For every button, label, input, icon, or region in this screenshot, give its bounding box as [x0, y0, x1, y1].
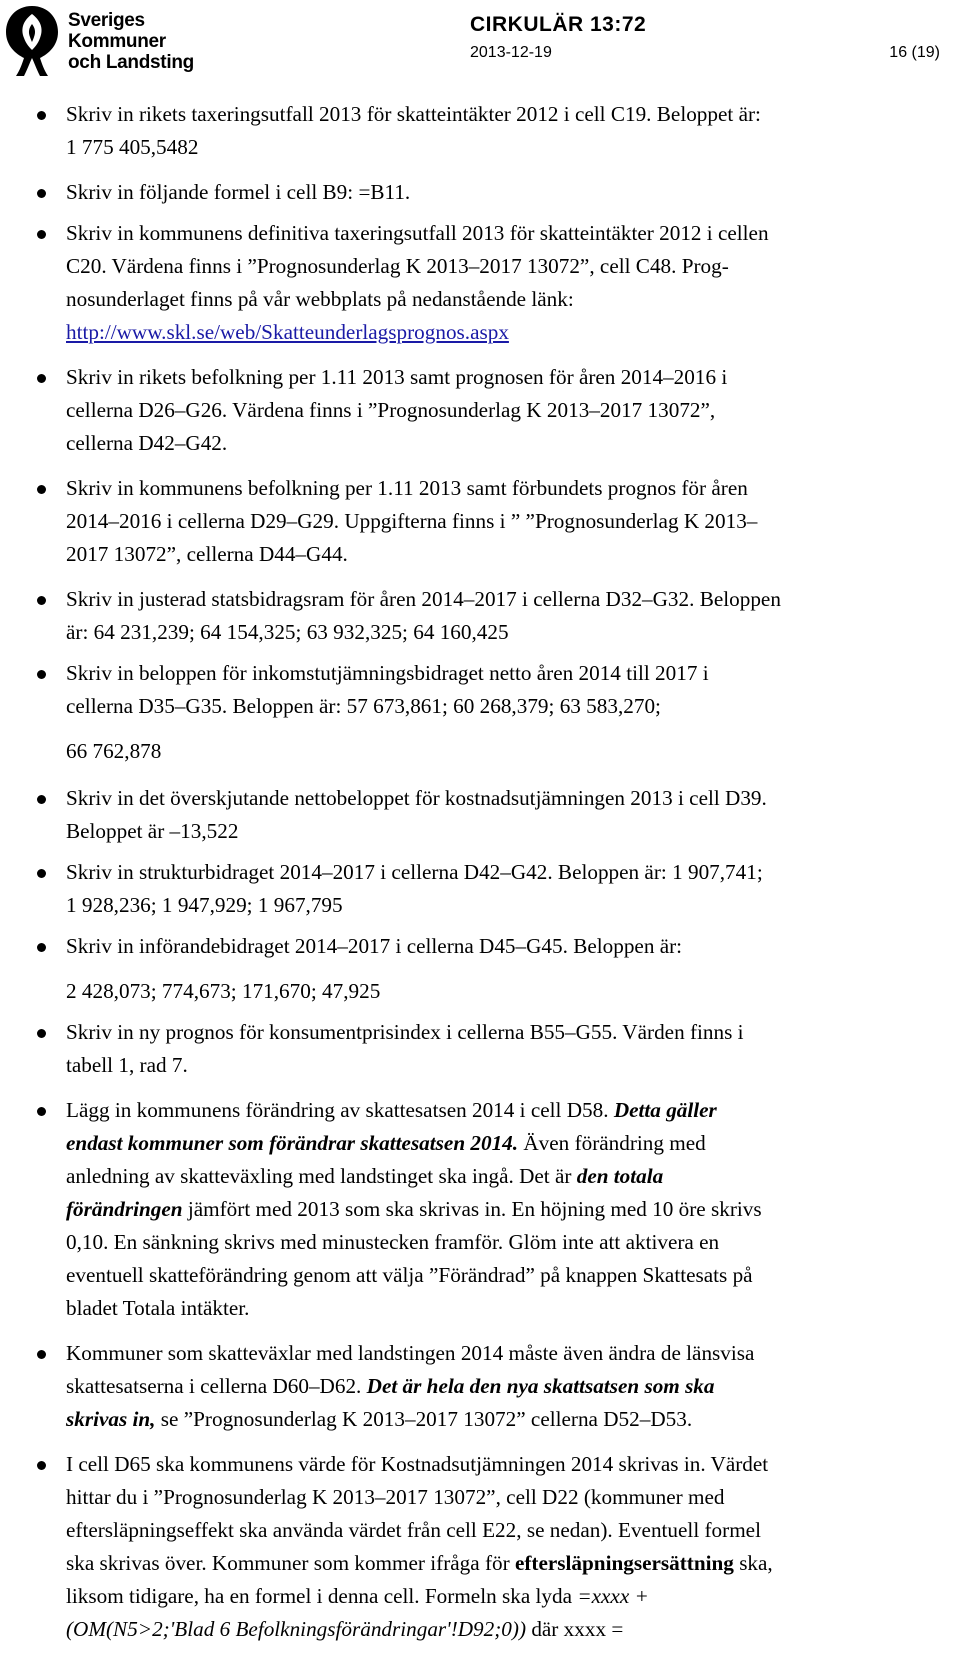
list-item: [0, 98, 960, 164]
bullet-icon: [37, 1350, 46, 1359]
item-text: Beloppet är –13,522: [66, 819, 239, 843]
item-text: Skriv in ny prognos för konsumentprisindex i cellerna B55–G55. Värden finns i: [66, 1020, 744, 1044]
item-text: hittar du i ”Prognosunderlag K 2013–2017 13072”, cell D22 (kommuner med: [66, 1485, 725, 1509]
page-header: [0, 0, 960, 95]
document-body: [0, 98, 960, 1646]
item-continuation: 66 762,878: [66, 739, 162, 763]
organization-name: [68, 10, 194, 73]
list-item: [0, 583, 960, 649]
item-text: 2014–2016 i cellerna D29–G29. Uppgifterna finns i ” ”Prognosunderlag K 2013–: [66, 509, 758, 533]
bullet-icon: [37, 485, 46, 494]
list-item: [0, 176, 960, 209]
bullet-icon: [37, 943, 46, 952]
list-item: [0, 856, 960, 922]
item-text: Skriv in rikets befolkning per 1.11 2013 samt prognosen för åren 2014–2016 i: [66, 365, 728, 389]
item-text: Även förändring med: [518, 1131, 706, 1155]
bullet-icon: [37, 869, 46, 878]
document-date: 2013-12-19: [470, 44, 552, 61]
item-text: 0,10. En sänkning skrivs med minustecken framför. Glöm inte att aktivera en: [66, 1230, 720, 1254]
item-text: anledning av skatteväxling med landstinget ska ingå. Det är: [66, 1164, 577, 1188]
org-line-3: och Landsting: [68, 52, 194, 73]
emphasis-text: eftersläpningsersättning: [514, 1551, 734, 1575]
item-text: Skriv in rikets taxeringsutfall 2013 för skatteintäkter 2012 i cell C19. Beloppet är:: [66, 102, 761, 126]
emphasis-text: Detta gäller: [613, 1098, 717, 1122]
emphasis-text: den totala: [576, 1164, 664, 1188]
formula-text: (OM(N5>2;'Blad 6 Befolkningsförändringar'!D92;0)): [66, 1617, 527, 1641]
list-item: [0, 657, 960, 723]
item-text: är: 64 231,239; 64 154,325; 63 932,325; 64 160,425: [66, 620, 509, 644]
item-text: Skriv in kommunens definitiva taxeringsutfall 2013 för skatteintäkter 2012 i cellen: [66, 221, 769, 245]
item-text: där xxxx =: [526, 1617, 624, 1641]
item-continuation: 2 428,073; 774,673; 171,670; 47,925: [66, 979, 381, 1003]
item-text: nosunderlaget finns på vår webbplats på nedanstående länk:: [66, 287, 574, 311]
bullet-icon: [37, 1461, 46, 1470]
item-text: Skriv in beloppen för inkomstutjämningsbidraget netto åren 2014 till 2017 i: [66, 661, 709, 685]
item-text: tabell 1, rad 7.: [66, 1053, 188, 1077]
bullet-icon: [37, 230, 46, 239]
list-item: [0, 1337, 960, 1436]
item-text: 1 928,236; 1 947,929; 1 967,795: [66, 893, 343, 917]
bullet-icon: [37, 1107, 46, 1116]
item-text: ska skrivas över. Kommuner som kommer ifråga för: [66, 1551, 515, 1575]
list-item: [0, 217, 960, 349]
item-text: Skriv in justerad statsbidragsram för åren 2014–2017 i cellerna D32–G32. Beloppen: [66, 587, 781, 611]
item-text: I cell D65 ska kommunens värde för Kostnadsutjämningen 2014 skrivas in. Värdet: [66, 1452, 769, 1476]
document-title: CIRKULÄR 13:72: [470, 13, 647, 36]
org-line-1: Sveriges: [68, 10, 145, 31]
bullet-icon: [37, 1029, 46, 1038]
item-text: cellerna D35–G35. Beloppen är: 57 673,861; 60 268,379; 63 583,270;: [66, 694, 661, 718]
bullet-icon: [37, 111, 46, 120]
item-text: eventuell skatteförändring genom att välja ”Förändrad” på knappen Skattesats på: [66, 1263, 753, 1287]
item-text: 2017 13072”, cellerna D44–G44.: [66, 542, 348, 566]
org-line-2: Kommuner: [68, 31, 166, 52]
item-text: cellerna D26–G26. Värdena finns i ”Prognosunderlag K 2013–2017 13072”,: [66, 398, 716, 422]
emphasis-text: endast kommuner som förändrar skattesatsen 2014.: [66, 1131, 519, 1155]
list-item: [0, 361, 960, 460]
list-item: [0, 1016, 960, 1082]
list-item: [0, 1094, 960, 1325]
bullet-icon: [37, 189, 46, 198]
item-text: Skriv in följande formel i cell B9: =B11.: [66, 180, 411, 204]
item-text: Skriv in kommunens befolkning per 1.11 2013 samt förbundets prognos för åren: [66, 476, 748, 500]
skl-logo-icon: [2, 2, 62, 78]
list-item: [0, 1448, 960, 1646]
item-text: eftersläpningseffekt ska använda värdet från cell E22, se nedan). Eventuell formel: [66, 1518, 761, 1542]
bullet-icon: [37, 374, 46, 383]
prognosis-link[interactable]: http://www.skl.se/web/Skatteunderlagsprognos.aspx: [66, 320, 509, 344]
bullet-icon: [37, 596, 46, 605]
list-item: [0, 930, 960, 963]
bullet-icon: [37, 670, 46, 679]
formula-text: =xxxx +: [577, 1584, 649, 1608]
bullet-icon: [37, 795, 46, 804]
item-text: bladet Totala intäkter.: [66, 1296, 250, 1320]
item-text: Skriv in införandebidraget 2014–2017 i cellerna D45–G45. Beloppen är:: [66, 934, 683, 958]
list-item: [0, 472, 960, 571]
page-number: 16 (19): [889, 44, 940, 61]
item-text: skattesatserna i cellerna D60–D62.: [66, 1374, 367, 1398]
item-text: ska,: [733, 1551, 773, 1575]
item-text: jämfört med 2013 som ska skrivas in. En höjning med 10 öre skrivs: [182, 1197, 762, 1221]
item-text: 1 775 405,5482: [66, 135, 199, 159]
item-text: Skriv in det överskjutande nettobeloppet för kostnadsutjämningen 2013 i cell D39.: [66, 786, 767, 810]
emphasis-text: skrivas in,: [66, 1407, 156, 1431]
list-item: [0, 782, 960, 848]
item-text: cellerna D42–G42.: [66, 431, 228, 455]
item-text: se ”Prognosunderlag K 2013–2017 13072” cellerna D52–D53.: [155, 1407, 693, 1431]
emphasis-text: förändringen: [66, 1197, 183, 1221]
item-text: Lägg in kommunens förändring av skattesatsen 2014 i cell D58.: [66, 1098, 614, 1122]
item-text: Skriv in strukturbidraget 2014–2017 i cellerna D42–G42. Beloppen är: 1 907,741;: [66, 860, 763, 884]
item-text: liksom tidigare, ha en formel i denna cell. Formeln ska lyda: [66, 1584, 578, 1608]
item-text: Kommuner som skatteväxlar med landstingen 2014 måste även ändra de länsvisa: [66, 1341, 755, 1365]
item-text: C20. Värdena finns i ”Prognosunderlag K 2013–2017 13072”, cell C48. Prog-: [66, 254, 729, 278]
emphasis-text: Det är hela den nya skattsatsen som ska: [366, 1374, 715, 1398]
